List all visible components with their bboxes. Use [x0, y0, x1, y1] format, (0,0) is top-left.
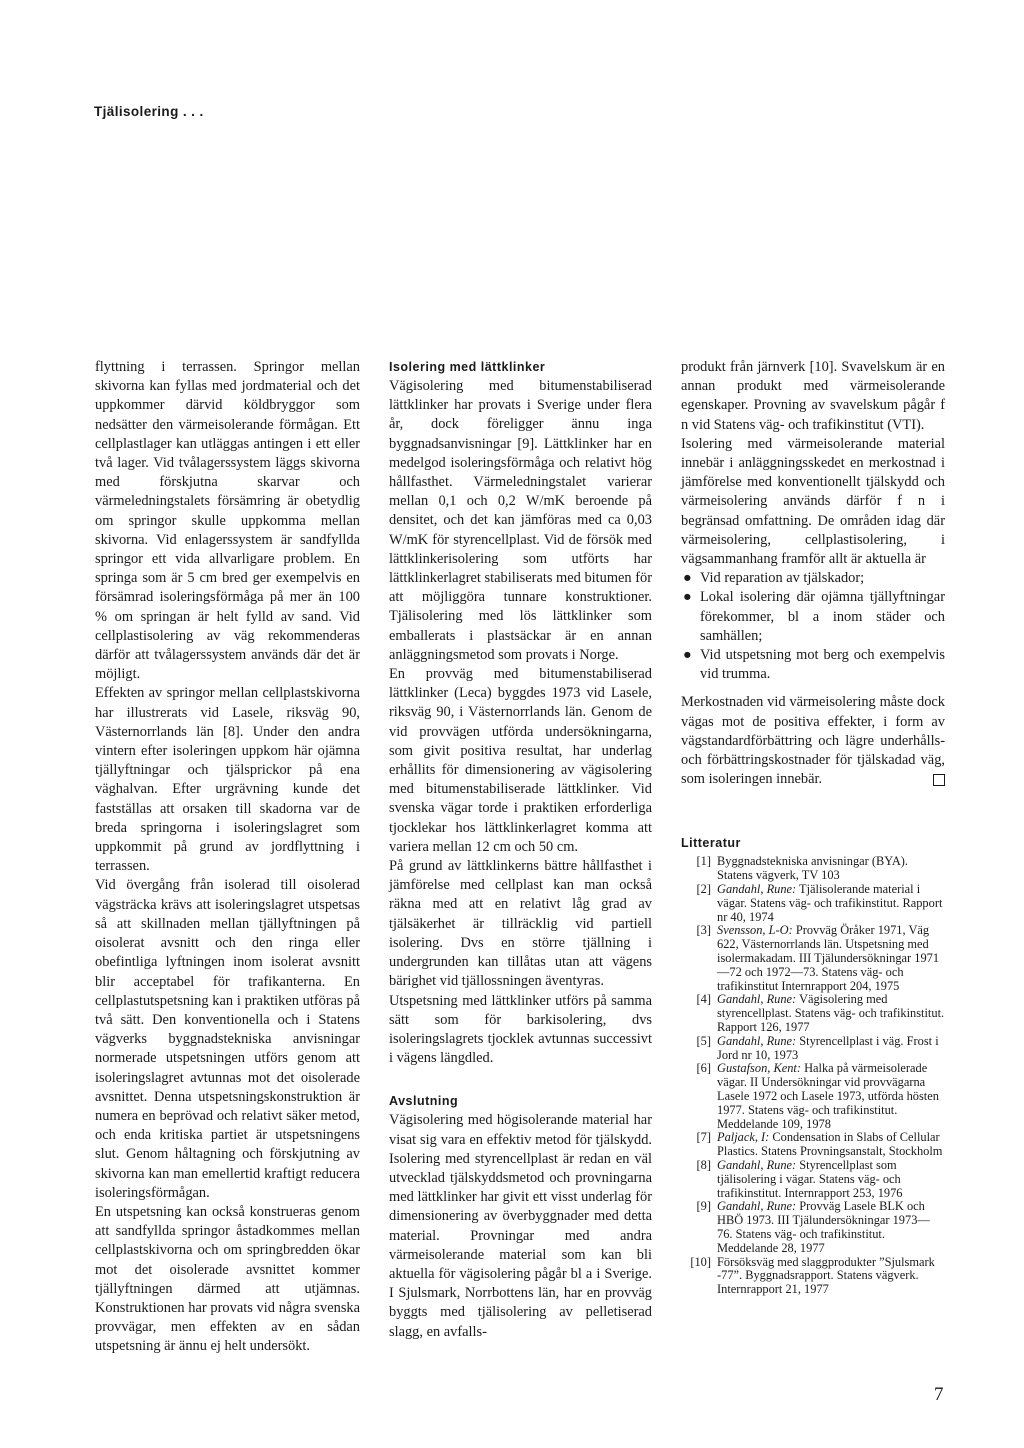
- reference-author: Gustafson, Kent:: [717, 1061, 801, 1076]
- bullet-text: Lokal isolering där ojämna tjällyftningar förekommer, bl a inom städer och samhällen;: [700, 589, 945, 644]
- reference-number: [2]: [696, 882, 711, 897]
- reference-text: Provväg Öråker 1971, Väg 622, Västernorrlands län. Utspetsning med isolermakadam. III Tjälundersökningar 1971—72 och 1972—73. Statens väg- och trafikinstitut Internrapport 204, 1975: [717, 923, 940, 993]
- reference-item: [681, 1159, 945, 1200]
- reference-author: Gandahl, Rune:: [717, 992, 797, 1007]
- reference-number: [10]: [690, 1254, 711, 1269]
- reference-text: Byggnadstekniska anvisningar (BYA). Statens vägverk, TV 103: [717, 854, 908, 883]
- reference-text: Vägisolering med styrencellplast. Statens väg- och trafikinstitut. Rapport 126, 1977: [717, 992, 945, 1035]
- bullet-icon: ●: [683, 647, 692, 664]
- running-head: Tjälisolering . . .: [94, 104, 204, 119]
- column-3: [681, 358, 945, 1297]
- body-paragraph: Vid övergång från isolerad till oisolerad vägsträcka krävs att isoleringslagret utspetsas så att skillnaden mellan tjällyftningen på oisolerat avsnitt och den ringa eller obefintliga lyftningen inom isolerat avsnitt blir acceptabel för trafikanterna. En cellplastutspetsning kan i praktiken utföras på två sätt. Den konventionella och i Statens vägverks byggnadstekniska anvisningar normerade utspetsningen utförs genom att isoleringslagret avtunnas mot det oisolerade avsnittet. Denna utspetsningskonstruktion är numera en beprövad och relativt säker metod, och enda kritiska partiet är utspetsningens slut. Genom håltagning och förskjutning av skivorna kan man emellertid kraftigt reducera isoleringsförmågan.: [95, 877, 360, 1201]
- body-paragraph: Utspetsning med lättklinker utförs på samma sätt som för barkisolering, dvs isoleringslagrets tjocklek avtunnas successivt i vägens längdled.: [389, 992, 652, 1067]
- reference-item: [681, 1131, 945, 1159]
- reference-item: [681, 993, 945, 1034]
- body-paragraph: En utspetsning kan också konstrueras genom att sandfyllda springor åstadkommes mellan cellplastskivorna och om springbredden ökar mot det oisolerade avsnittet kommer tjällyftningen därmed att utjämnas. Konstruktionen har provats vid några svenska provvägar, men effekten av en sådan utspetsning är ännu ej helt undersökt.: [95, 1203, 360, 1355]
- body-paragraph: På grund av lättklinkerns bättre hållfasthet i jämförelse med cellplast kan man också räkna med att en relativt låg grad av tjälsäkerhet är tillräcklig vid partiell isolering. Dvs en större tjällning i undergrunden kan tillåtas utan att vägens bärighet vid tjällossningen äventyras.: [389, 858, 652, 990]
- reference-item: [681, 1200, 945, 1255]
- reference-item: [681, 1062, 945, 1131]
- reference-item: [681, 1035, 945, 1063]
- column-1: [95, 358, 360, 1357]
- reference-number: [6]: [696, 1061, 711, 1076]
- reference-text: Styrencellplast som tjälisolering i vägar. Statens väg- och trafikinstitut. Internrapport 253, 1976: [717, 1158, 903, 1200]
- reference-item: [681, 1256, 945, 1297]
- page-number: 7: [934, 1384, 944, 1405]
- reference-number: [1]: [696, 854, 711, 869]
- reference-item: [681, 855, 945, 883]
- body-paragraph: En provväg med bitumenstabiliserad lättklinker (Leca) byggdes 1973 vid Lasele, riksväg 90, i Västernorrlands län. Genom de vid provvägen utförda undersökningarna, som givit positiva resultat, har underlag erhållits för dimensionering av vägisolering med bitumenstabiliserade lättklinker. Vid svenska vägar torde i praktiken erforderliga tjocklekar hos lättklinkerlagret komma att variera mellan 12 cm och 50 cm.: [389, 666, 652, 855]
- reference-text: Condensation in Slabs of Cellular Plastics. Statens Provningsanstalt, Stockholm: [717, 1130, 943, 1159]
- section-heading-avslutning: Avslutning: [389, 1094, 459, 1109]
- bullet-list: [681, 569, 945, 684]
- reference-item: [681, 883, 945, 924]
- literature-heading: Litteratur: [681, 836, 741, 851]
- body-paragraph: produkt från järnverk [10]. Svavelskum är en annan produkt med värmeisolerande egenskaper. Provning av svavelskum pågår f n vid Statens väg- och trafikinstitut (VTI).: [681, 359, 945, 433]
- reference-author: Gandahl, Rune:: [717, 1033, 797, 1048]
- reference-number: [3]: [696, 923, 711, 938]
- reference-author: Svensson, L-O:: [717, 923, 793, 938]
- reference-number: [7]: [696, 1130, 711, 1145]
- body-paragraph: [681, 693, 945, 789]
- reference-number: [5]: [696, 1033, 711, 1048]
- reference-text: Halka på värmeisolerade vägar. II Undersökningar vid provvägarna Lasele 1972 och Lasele 1973, utförda hösten 1977. Statens väg- och trafikinstitut. Meddelande 109, 1978: [717, 1061, 939, 1131]
- end-of-article-icon: [933, 774, 945, 786]
- closing-paragraph-text: Merkostnaden vid värmeisolering måste dock vägas mot de positiva effekter, i form av vägstandardförbättring och lägre underhålls- och förbättringskostnader för tjälskadad väg, som isoleringen innebär.: [681, 694, 945, 788]
- reference-text: Försöksväg med slaggprodukter ”Sjulsmark -77”. Byggnadsrapport. Statens vägverk. Internrapport 21, 1977: [717, 1254, 935, 1297]
- bullet-item: [681, 588, 945, 646]
- bullet-text: Vid reparation av tjälskador;: [700, 570, 865, 587]
- reference-text: Provväg Lasele BLK och HBÖ 1973. III Tjälundersökningar 1973—76. Statens väg- och trafikinstitut. Meddelande 28, 1977: [717, 1199, 930, 1255]
- reference-author: Gandahl, Rune:: [717, 1199, 797, 1214]
- body-paragraph: Effekten av springor mellan cellplastskivorna har illustrerats vid Lasele, riksväg 90, Västernorrlands län [8]. Under den andra vintern efter isoleringen uppkom här ojämna tjällyftningar och tjälsprickor på ena väghalvan. Efter urgrävning kunde det fastställas att orsaken till skadorna var de breda springorna i isoleringslagret som uppkommit på grund av jordflyttning i terrassen.: [95, 685, 360, 875]
- bullet-icon: ●: [683, 589, 692, 606]
- reference-text: Tjälisolerande material i vägar. Statens väg- och trafikinstitut. Rapport nr 40, 1974: [717, 882, 943, 924]
- section-heading-lattklinker: Isolering med lättklinker: [389, 360, 546, 374]
- body-paragraph: flyttning i terrassen. Springor mellan skivorna kan fyllas med jordmaterial och det uppkommer därvid köldbryggor som nedsätter den värmeisolerande förmågan. Ett cellplastlager kan utläggas antingen i ett eller två lager. Vid tvålagerssystem läggs skivorna med förskjutna skarvar och värmeledningstalets försämring är obetydlig om springor skulle uppkomma mellan skivorna. Vid enlagerssystem är sandfyllda springor ett vida allvarligare problem. En springa som är 5 cm bred ger exempelvis en försämrad isoleringsförmåga på mer än 100 % om springan är helt fylld av sand. Vid cellplastisolering av väg rekommenderas därför att tvålagerssystem används där det är möjligt.: [95, 359, 360, 683]
- reference-text: Styrencellplast i väg. Frost i Jord nr 10, 1973: [717, 1033, 939, 1062]
- body-paragraph: Isolering med värmeisolerande material innebär i anläggningsskedet en merkostnad i jämförelse med konventionellt tjälskydd och värmeisolering används därför f n i begränsad omfattning. De områden idag där värmeisolering, cellplastisolering, i vägsammanhang framför allt är aktuella är: [681, 435, 945, 568]
- reference-number: [8]: [696, 1158, 711, 1172]
- reference-list: [681, 855, 945, 1297]
- reference-author: Gandahl, Rune:: [717, 882, 797, 897]
- reference-number: [9]: [696, 1199, 711, 1214]
- reference-author: Paljack, I:: [717, 1130, 770, 1145]
- bullet-text: Vid utspetsning mot berg och exempelvis vid trumma.: [700, 647, 945, 683]
- bullet-icon: ●: [683, 570, 692, 587]
- reference-author: Gandahl, Rune:: [717, 1158, 797, 1172]
- bullet-item: [681, 569, 945, 588]
- column-2: [389, 358, 652, 1342]
- bullet-item: [681, 646, 945, 684]
- reference-number: [4]: [696, 992, 711, 1007]
- reference-item: [681, 924, 945, 993]
- body-paragraph: Vägisolering med högisolerande material har visat sig vara en effektiv metod för tjälskydd. Isolering med styrencellplast är redan en väl utvecklad tjälskyddsmetod och provningarna med lättklinker har givit ett visst underlag för dimensionering av överbyggnader med detta material. Provningar med andra värmeisolerande material som kan bli aktuella för vägisolering pågår bl a i Sverige. I Sjulsmark, Norrbottens län, har en provväg byggts med tjälisolering av pelletiserad slagg, en avfalls-: [389, 1112, 652, 1340]
- body-paragraph: Vägisolering med bitumenstabiliserad lättklinker har provats i Sverige under flera år, dock föreligger ännu inga byggnadsanvisningar [9]. Lättklinker har en medelgod isoleringsförmåga och relativt hög hållfasthet. Värmeledningstalet varierar mellan 0,1 och 0,2 W/mK beroende på densitet, och det kan jämföras med ca 0,03 W/mK för styrencellplast. Vid de försök med lättklinkerisolering som utförts har lättklinkerlagret stabiliserats med bitumen för att möjliggöra tunnare konstruktioner. Tjälisolering med lös lättklinker som emballerats i plastsäckar är en annan anläggningsmetod som provats i Norge.: [389, 378, 652, 663]
